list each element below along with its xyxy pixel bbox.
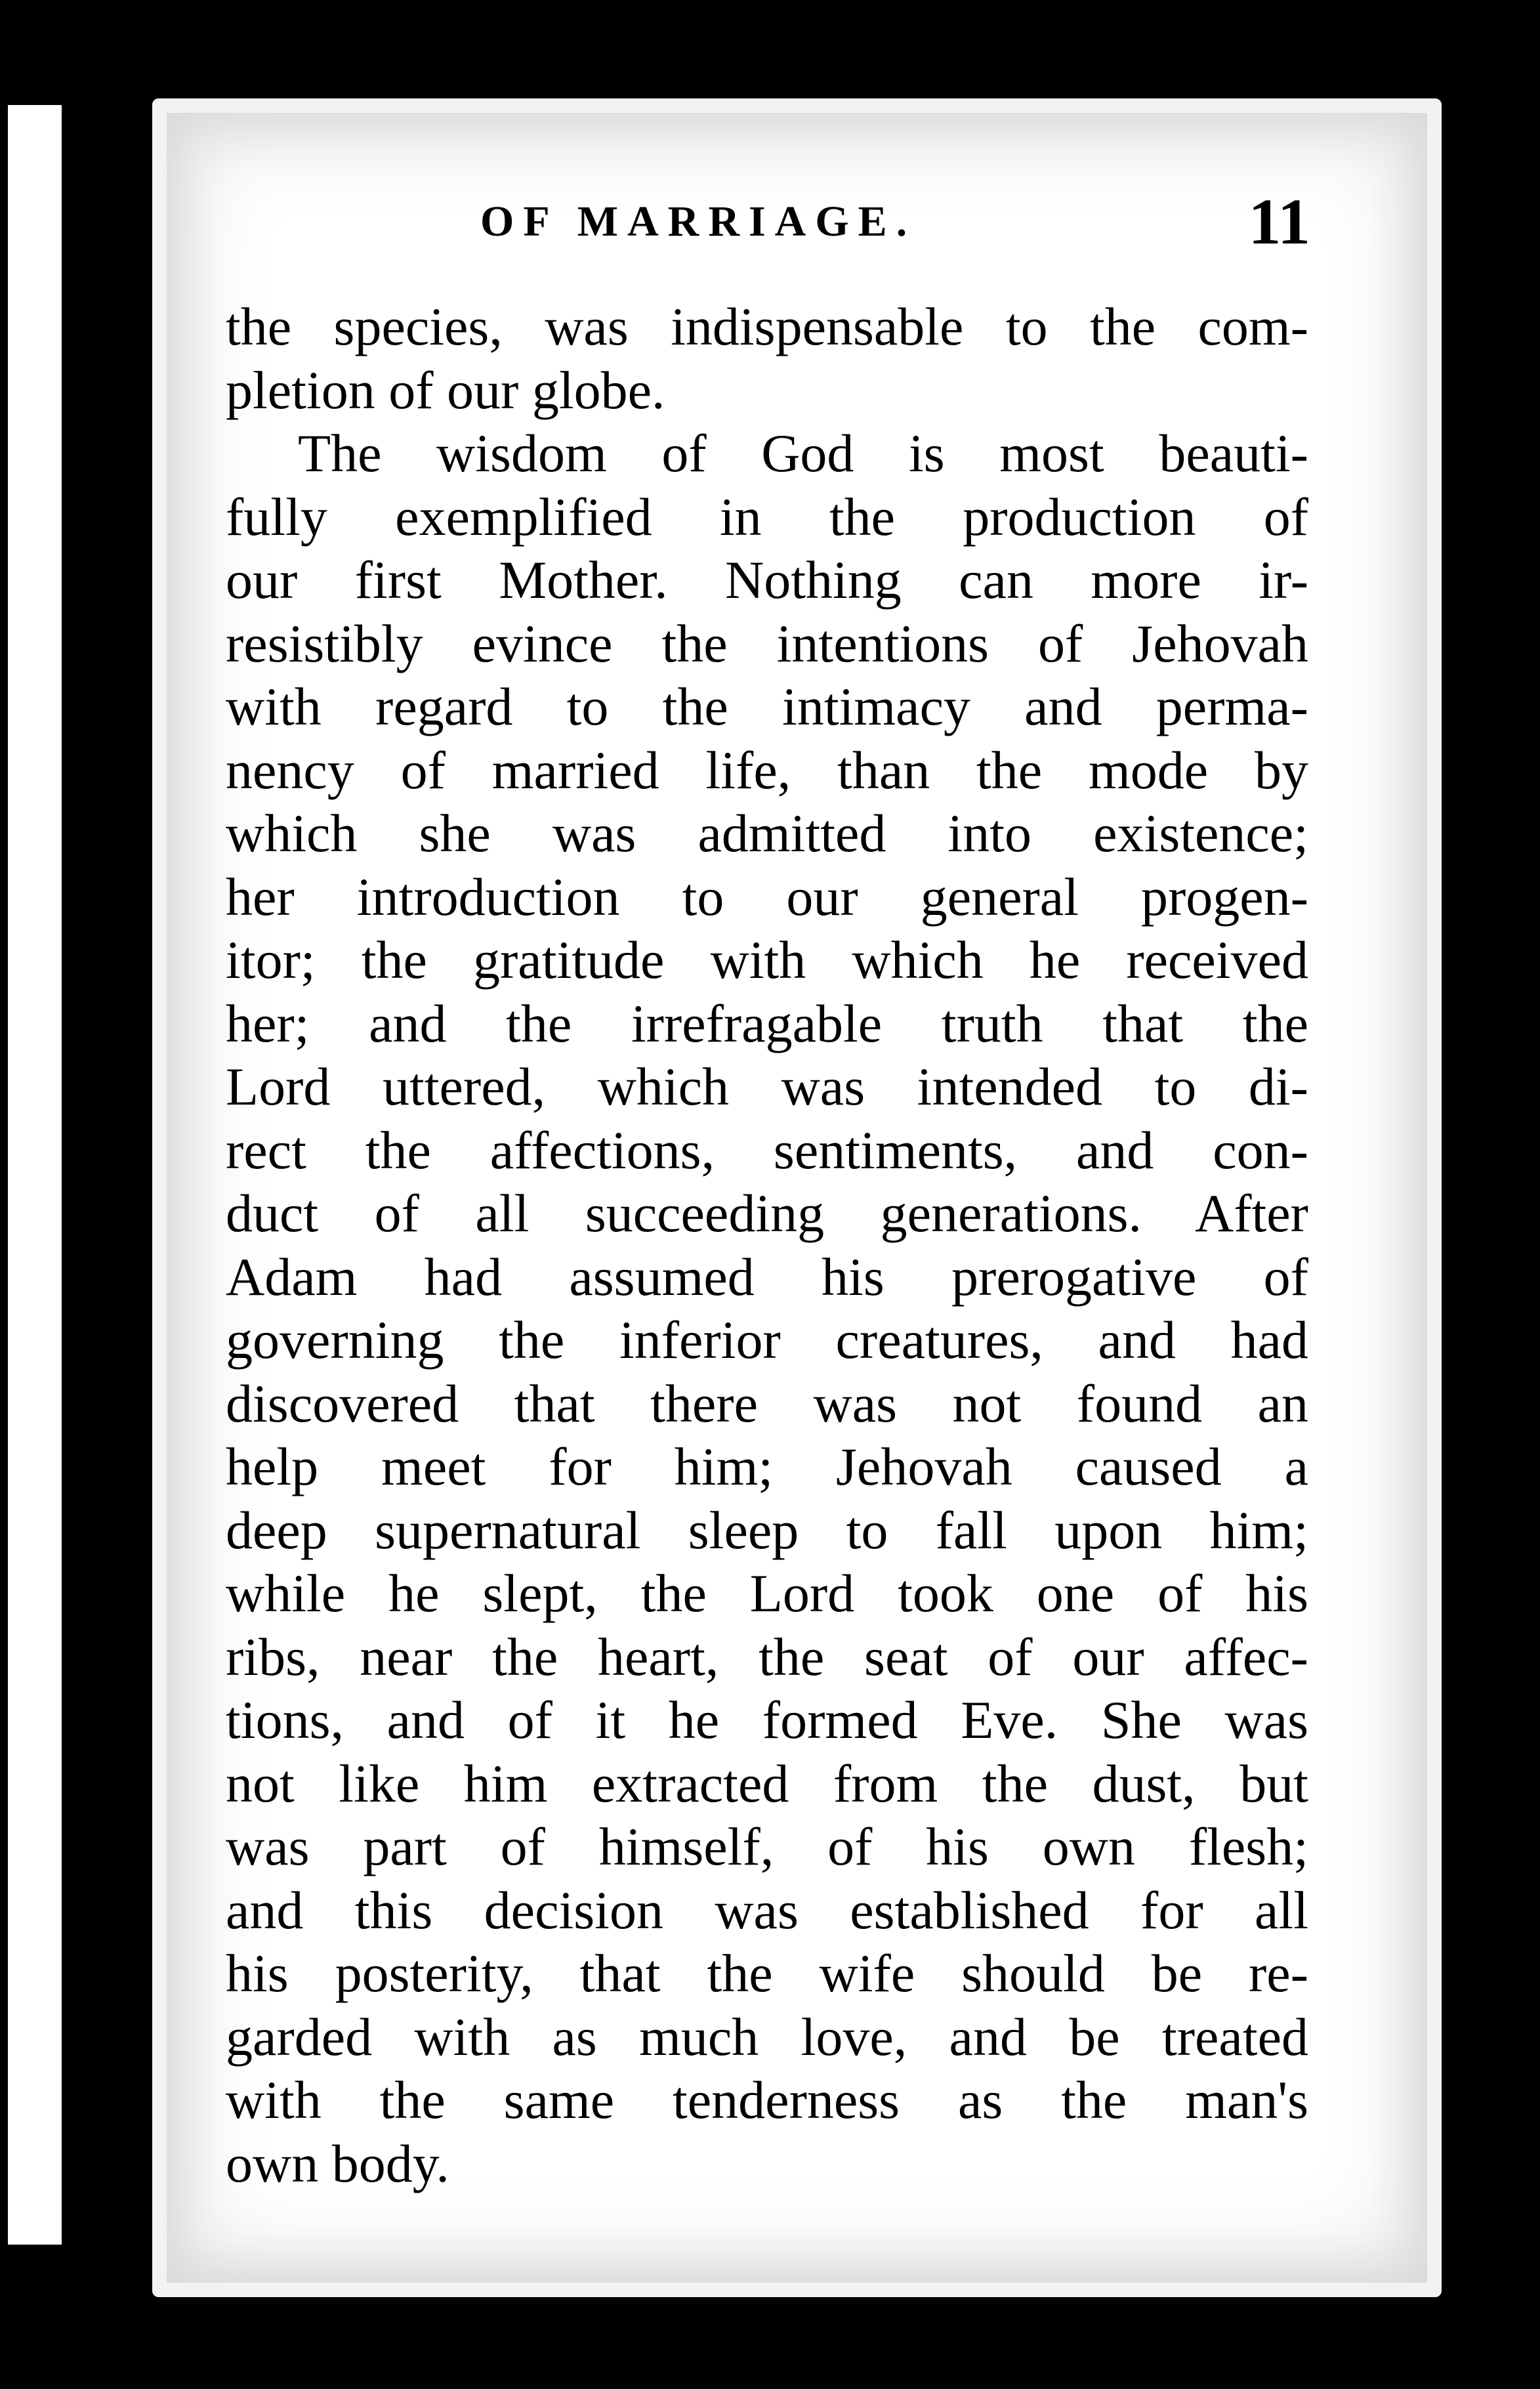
text-line: her introduction to our general progen-: [226, 866, 1308, 927]
text-line: our first Mother. Nothing can more ir-: [226, 550, 1308, 610]
text-line: with the same tenderness as the man's: [226, 2070, 1308, 2130]
text-line: ribs, near the heart, the seat of our affec-: [226, 1626, 1308, 1687]
text-line: resistibly evince the intentions of Jehovah: [226, 613, 1308, 673]
text-line: deep supernatural sleep to fall upon him;: [226, 1500, 1308, 1560]
text-line: The wisdom of God is most beauti-: [298, 423, 1308, 483]
text-line: was part of himself, of his own flesh;: [226, 1817, 1308, 1876]
text-line: discovered that there was not found an: [226, 1373, 1308, 1433]
text-line: tions, and of it he formed Eve. She was: [226, 1690, 1308, 1750]
text-line: help meet for him; Jehovah caused a: [226, 1437, 1308, 1496]
text-line: Lord uttered, which was intended to di-: [226, 1057, 1308, 1116]
book-page: [152, 98, 1442, 2297]
running-head: [152, 184, 1442, 263]
text-line: with regard to the intimacy and perma-: [226, 677, 1308, 736]
text-line: itor; the gratitude with which he received: [226, 930, 1308, 990]
text-line: his posterity, that the wife should be re-: [226, 1943, 1308, 2003]
text-line: and this decision was established for all: [226, 1880, 1308, 1940]
text-line: pletion of our globe.: [226, 360, 665, 420]
adjacent-page-edge: [8, 105, 62, 2245]
text-line: duct of all succeeding generations. After: [226, 1183, 1308, 1243]
text-line: while he slept, the Lord took one of his: [226, 1563, 1308, 1623]
text-line: governing the inferior creatures, and had: [226, 1310, 1308, 1370]
text-line: which she was admitted into existence;: [226, 803, 1308, 863]
text-line: rect the affections, sentiments, and con-: [226, 1120, 1308, 1180]
body-text: [226, 295, 1308, 2195]
text-line: her; and the irrefragable truth that the: [226, 993, 1308, 1053]
text-line: own body.: [226, 2133, 449, 2193]
text-line: not like him extracted from the dust, but: [226, 1753, 1308, 1813]
running-title: OF MARRIAGE.: [480, 198, 917, 245]
text-line: the species, was indispensable to the com-: [226, 297, 1308, 356]
text-line: fully exemplified in the production of: [226, 486, 1308, 547]
page-number: 11: [1248, 185, 1310, 258]
text-line: nency of married life, than the mode by: [226, 740, 1308, 800]
text-line: garded with as much love, and be treated: [226, 2006, 1308, 2067]
text-line: Adam had assumed his prerogative of: [226, 1246, 1308, 1307]
scan-margin: [0, 0, 105, 2389]
